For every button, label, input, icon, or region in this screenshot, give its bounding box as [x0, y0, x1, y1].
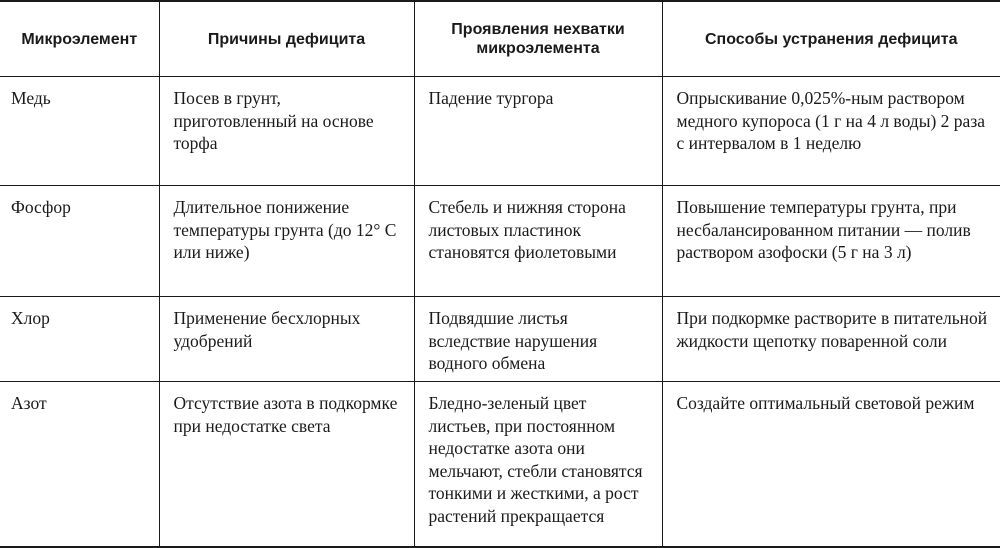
header-remedies: Способы устранения дефицита — [662, 1, 1000, 77]
cell-cause: Отсутствие азота в подкормке при недостатке света — [159, 382, 414, 548]
header-causes: Причины дефицита — [159, 1, 414, 77]
table-header-row — [0, 1, 1000, 77]
cell-symptoms: Бледно-зеленый цвет листьев, при постоянном недостатке азота они мельчают, стебли становятся тонкими и жесткими, а рост растений прекращается — [414, 382, 662, 548]
cell-remedy: При подкормке растворите в питательной жидкости щепотку поваренной соли — [662, 297, 1000, 382]
cell-cause: Длительное понижение температуры грунта (до 12° С или ниже) — [159, 186, 414, 297]
cell-remedy: Создайте оптимальный световой режим — [662, 382, 1000, 548]
cell-element: Медь — [0, 77, 159, 186]
header-microelement: Микроэлемент — [0, 1, 159, 77]
cell-symptoms: Падение тургора — [414, 77, 662, 186]
cell-cause: Посев в грунт, приготовленный на основе торфа — [159, 77, 414, 186]
cell-element: Хлор — [0, 297, 159, 382]
table-row — [0, 186, 1000, 297]
cell-element: Фосфор — [0, 186, 159, 297]
cell-remedy: Повышение температуры грунта, при несбалансированном питании — полив раствором азофоски (5 г на 3 л) — [662, 186, 1000, 297]
cell-remedy: Опрыскивание 0,025%-ным раствором медного купороса (1 г на 4 л воды) 2 раза с интервалом в 1 неделю — [662, 77, 1000, 186]
cell-element: Азот — [0, 382, 159, 548]
table-row — [0, 77, 1000, 186]
table-row — [0, 382, 1000, 548]
cell-symptoms: Стебель и нижняя сторона листовых пластинок становятся фиолетовыми — [414, 186, 662, 297]
table-row — [0, 297, 1000, 382]
cell-symptoms: Подвядшие листья вследствие нарушения водного обмена — [414, 297, 662, 382]
cell-cause: Применение бесхлорных удобрений — [159, 297, 414, 382]
header-symptoms: Проявления нехватки микроэлемента — [414, 1, 662, 77]
